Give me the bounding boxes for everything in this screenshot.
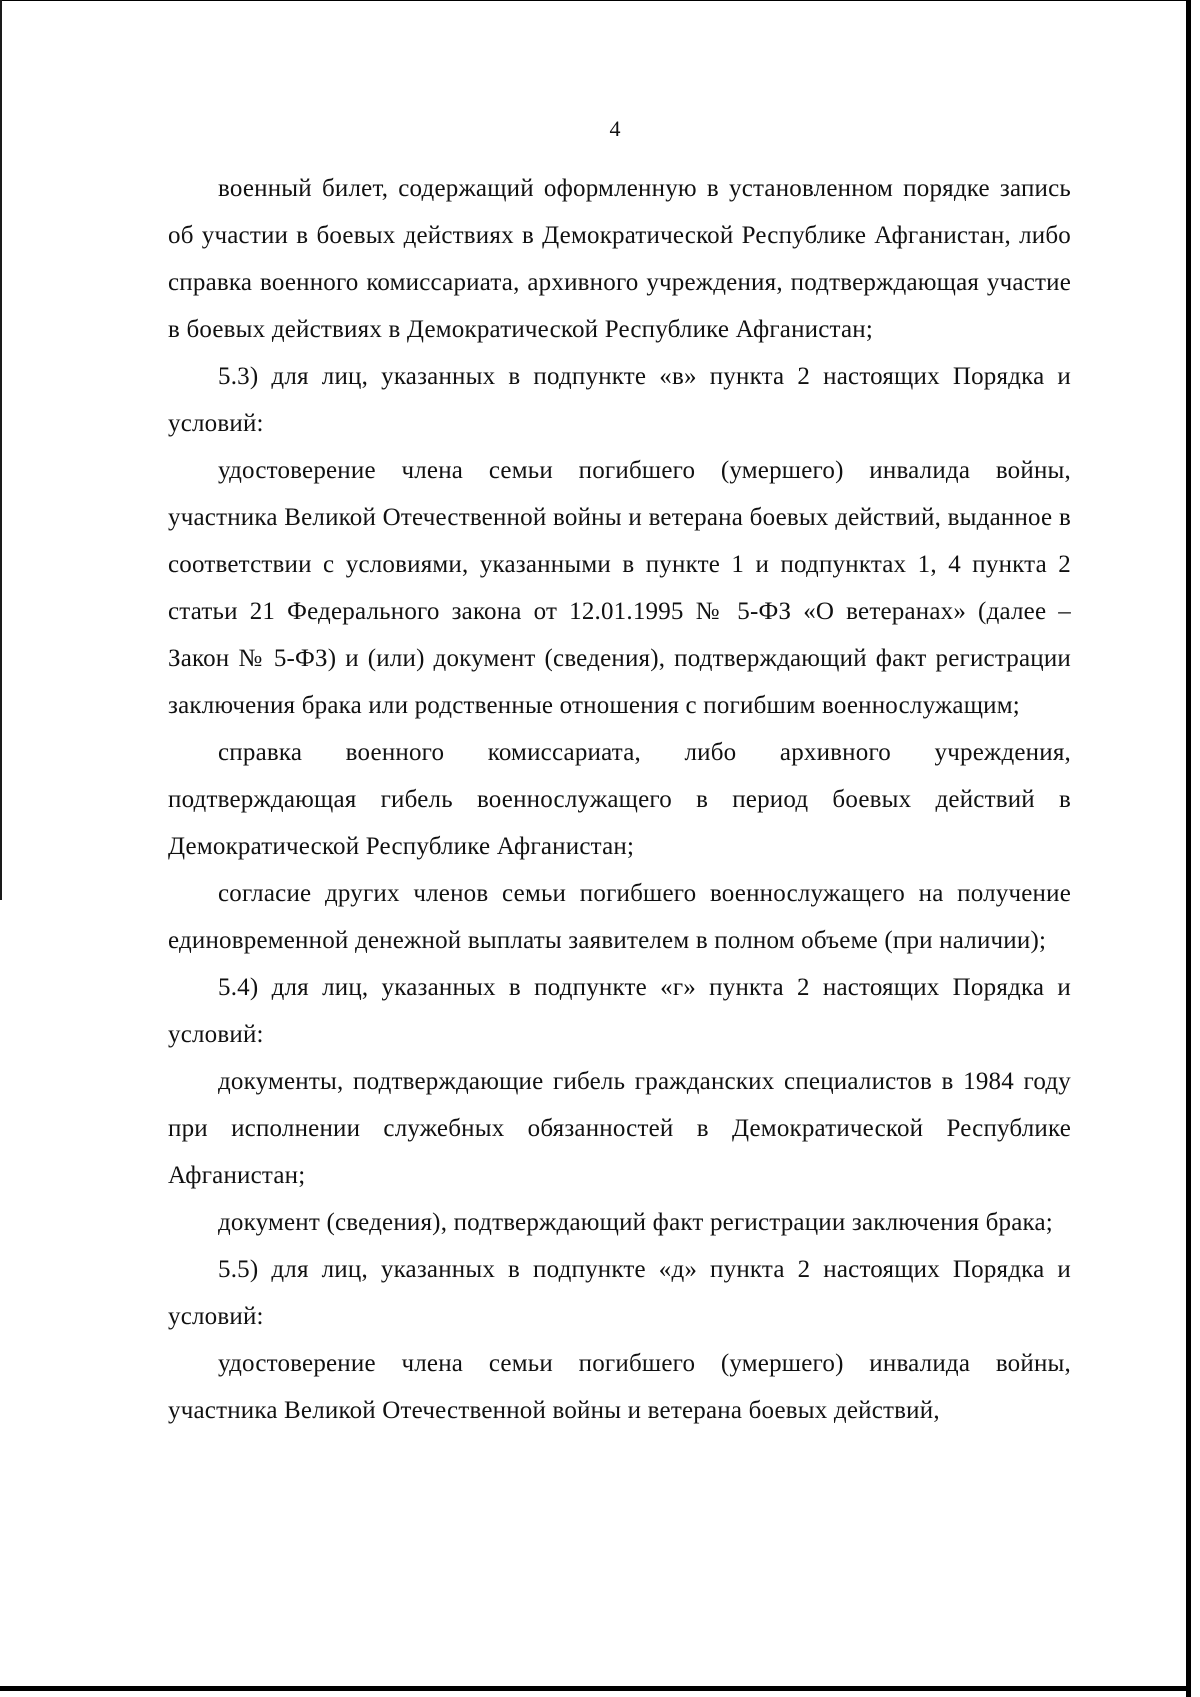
paragraph-family-consent: согласие других членов семьи погибшего военнослужащего на получение единовременной денежной выплаты заявителем в полном объеме (при наличии);: [168, 880, 1071, 954]
paragraph-subitem-5-3: 5.3) для лиц, указанных в подпункте «в» пункта 2 настоящих Порядка и условий:: [168, 363, 1071, 437]
paragraph-commissariat-death-certificate: справка военного комиссариата, либо архивного учреждения, подтверждающая гибель военнослужащего в период боевых действий в Демократической Республике Афганистан;: [168, 739, 1071, 860]
page-number: 4: [609, 116, 621, 141]
paragraph-family-certificate: удостоверение члена семьи погибшего (умершего) инвалида войны, участника Великой Отечественной войны и ветерана боевых действий, выданное в соответствии с условиями, указанными в пункте 1 и подпунктах 1, 4 пункта 2 статьи 21 Федерального закона от 12.01.1995 № 5-ФЗ «О ветеранах» (далее – Закон № 5-ФЗ) и (или) документ (сведения), подтверждающий факт регистрации заключения брака или родственные отношения с погибшим военнослужащим;: [168, 457, 1071, 719]
paragraph-subitem-5-5: 5.5) для лиц, указанных в подпункте «д» пункта 2 настоящих Порядка и условий:: [168, 1256, 1071, 1330]
paragraph-military-id: военный билет, содержащий оформленную в установленном порядке запись об участии в боевых действиях в Демократической Республике Афганистан, либо справка военного комиссариата, архивного учреждения, подтверждающая участие в боевых действиях в Демократической Республике Афганистан;: [168, 175, 1071, 343]
paragraph-civil-specialists-documents: документы, подтверждающие гибель гражданских специалистов в 1984 году при исполнении служебных обязанностей в Демократической Республике Афганистан;: [168, 1068, 1071, 1189]
scan-border-bottom: [0, 1686, 1191, 1691]
paragraph-subitem-5-4: 5.4) для лиц, указанных в подпункте «г» пункта 2 настоящих Порядка и условий:: [168, 974, 1071, 1048]
paragraph-family-certificate-continued: удостоверение члена семьи погибшего (умершего) инвалида войны, участника Великой Отечественной войны и ветерана боевых действий,: [168, 1350, 1071, 1424]
scan-border-top: [0, 0, 1191, 1]
scan-border-right: [1186, 0, 1191, 1697]
paragraph-marriage-registration: документ (сведения), подтверждающий факт регистрации заключения брака;: [218, 1209, 1053, 1236]
document-body: [168, 165, 1071, 1434]
